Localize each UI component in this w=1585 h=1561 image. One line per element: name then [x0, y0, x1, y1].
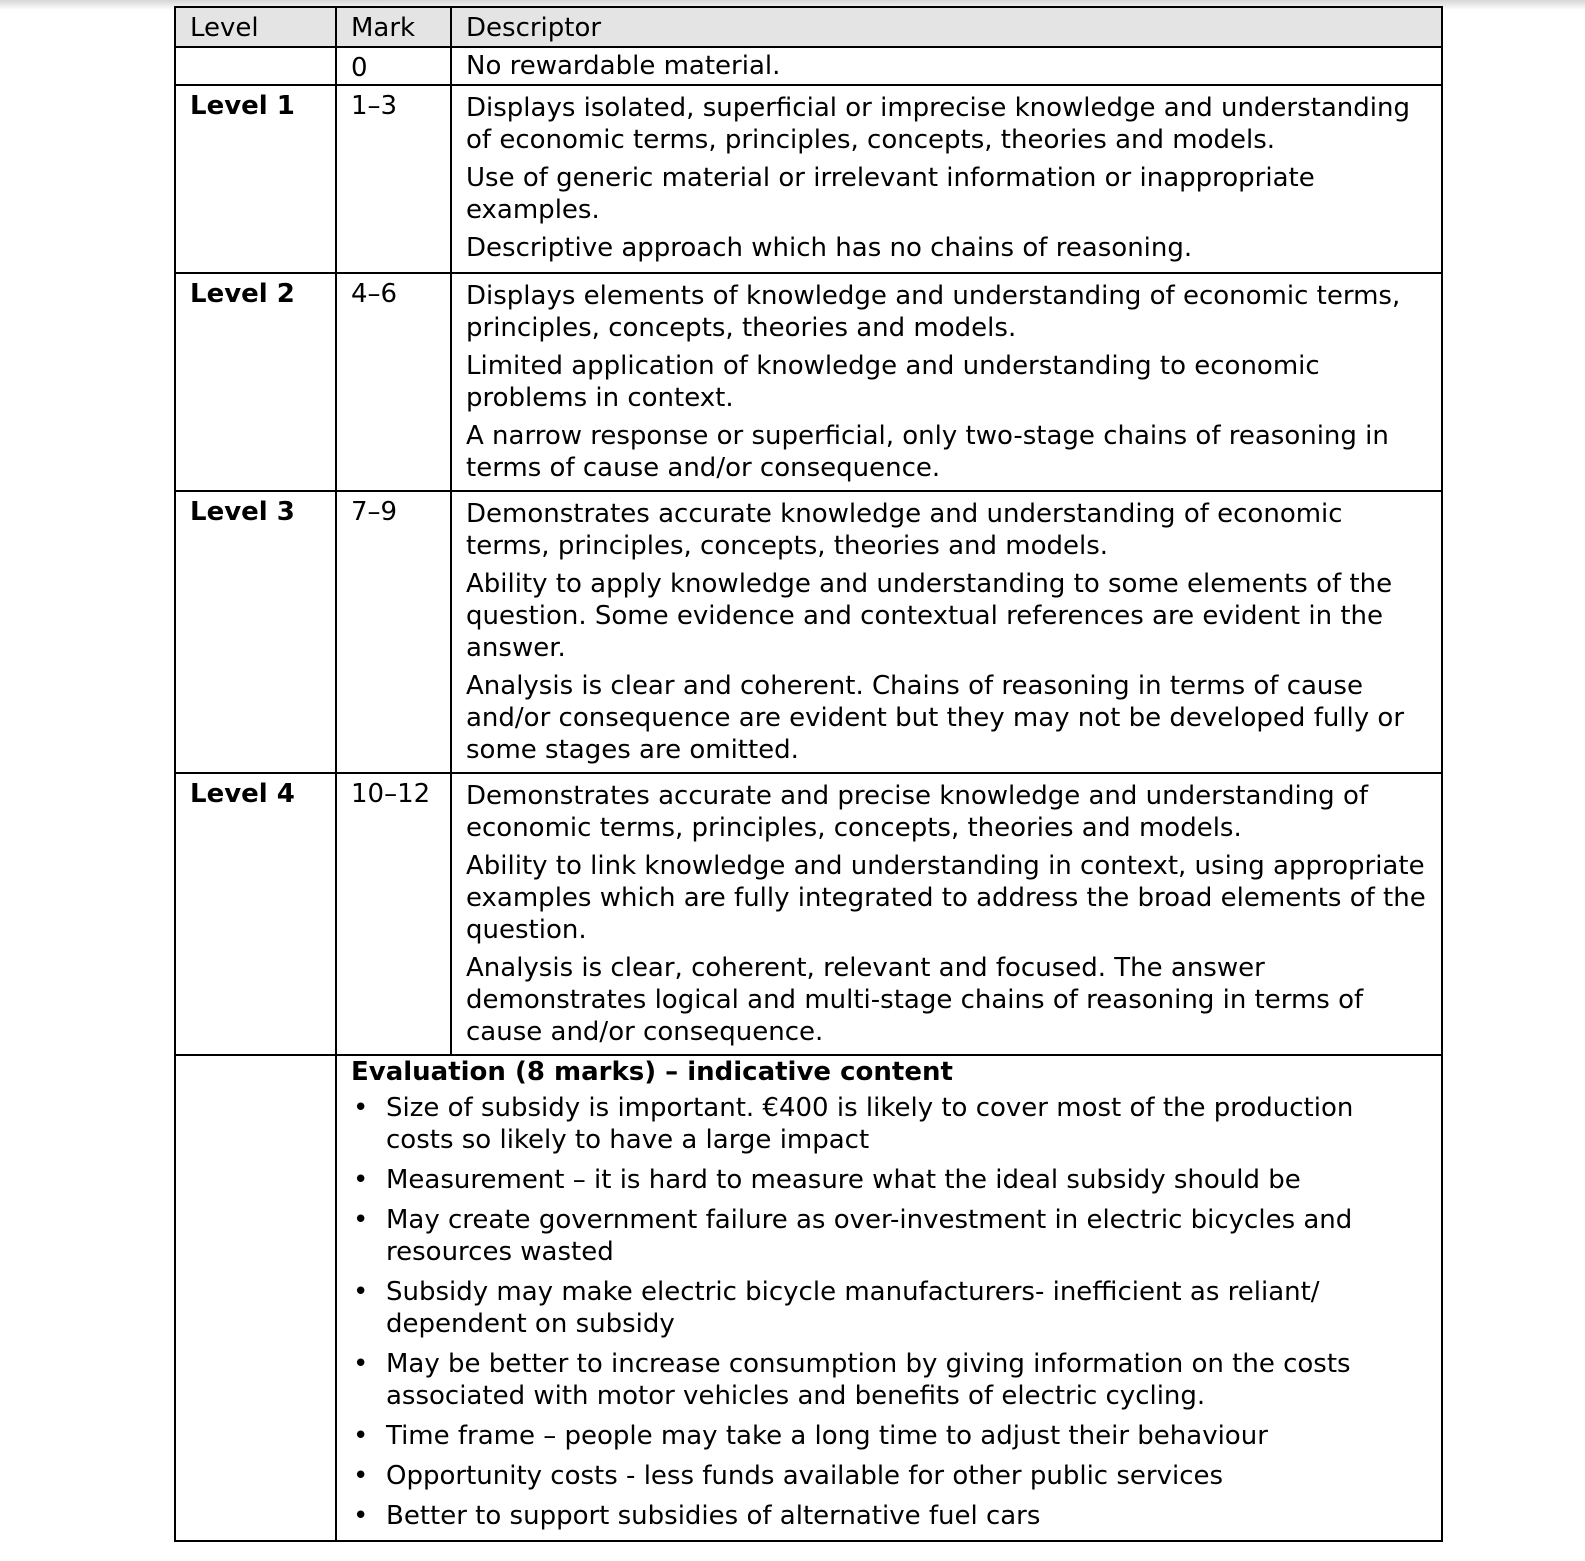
list-item [351, 1348, 1427, 1412]
descriptor-text: Use of generic material or irrelevant information or inappropriate examples. [466, 163, 1315, 225]
level-cell [175, 773, 336, 1055]
descriptor-cell [451, 47, 1442, 85]
bullet-icon: • [353, 1205, 369, 1235]
descriptor-text: Ability to link knowledge and understanding in context, using appropriate examples which are fully integrated to address the broad elements of the question. [466, 851, 1426, 945]
level-cell [175, 491, 336, 773]
bullet-icon: • [353, 1349, 369, 1379]
descriptor-text: Demonstrates accurate knowledge and understanding of economic terms, principles, concepts, theories and models. [466, 499, 1343, 561]
list-item-text: Better to support subsidies of alternative fuel cars [386, 1501, 1041, 1531]
list-item [351, 1276, 1427, 1340]
descriptor-cell [451, 491, 1442, 773]
mark-cell [336, 773, 451, 1055]
list-item [351, 1420, 1427, 1452]
descriptor-cell [451, 85, 1442, 273]
evaluation-row [175, 1055, 1442, 1541]
mark-cell [336, 491, 451, 773]
evaluation-bullet-list [351, 1092, 1427, 1532]
header-level: Level [175, 7, 336, 47]
levels-mark-scheme-table [174, 6, 1443, 1542]
descriptor-text: Analysis is clear, coherent, relevant and focused. The answer demonstrates logical and multi-stage chains of reasoning in terms of cause and/or consequence. [466, 953, 1364, 1047]
level-cell [175, 47, 336, 85]
list-item-text: Subsidy may make electric bicycle manufacturers- inefficient as reliant/ dependent on subsidy [386, 1277, 1320, 1339]
list-item [351, 1204, 1427, 1268]
table-row-level-1 [175, 85, 1442, 273]
list-item [351, 1164, 1427, 1196]
descriptor-text: Ability to apply knowledge and understanding to some elements of the question. Some evidence and contextual references are evident in the answer. [466, 569, 1393, 663]
bullet-icon: • [353, 1421, 369, 1451]
descriptor-text: Demonstrates accurate and precise knowledge and understanding of economic terms, principles, concepts, theories and models. [466, 781, 1369, 843]
descriptor-text: Displays isolated, superficial or imprecise knowledge and understanding of economic terms, principles, concepts, theories and models. [466, 93, 1410, 155]
list-item-text: Time frame – people may take a long time to adjust their behaviour [386, 1421, 1268, 1451]
mark-value: 4–6 [351, 279, 398, 309]
level-cell [175, 273, 336, 491]
list-item-text: Opportunity costs - less funds available for other public services [386, 1461, 1224, 1491]
table-row-level-4 [175, 773, 1442, 1055]
level-label: Level 2 [190, 279, 295, 309]
bullet-icon: • [353, 1093, 369, 1123]
bullet-icon: • [353, 1277, 369, 1307]
list-item [351, 1092, 1427, 1156]
descriptor-cell [451, 773, 1442, 1055]
level-cell [175, 85, 336, 273]
bullet-icon: • [353, 1165, 369, 1195]
header-descriptor: Descriptor [451, 7, 1442, 47]
descriptor-text: Descriptive approach which has no chains of reasoning. [466, 233, 1193, 263]
bullet-icon: • [353, 1461, 369, 1491]
level-label: Level 1 [190, 91, 295, 121]
mark-cell [336, 47, 451, 85]
mark-cell [336, 273, 451, 491]
list-item-text: Size of subsidy is important. €400 is likely to cover most of the production costs so likely to have a large impact [386, 1093, 1354, 1155]
bullet-icon: • [353, 1501, 369, 1531]
table-row-level-3 [175, 491, 1442, 773]
descriptor-text: A narrow response or superficial, only two-stage chains of reasoning in terms of cause and/or consequence. [466, 421, 1389, 483]
table-row-level-2 [175, 273, 1442, 491]
descriptor-text: No rewardable material. [466, 51, 781, 81]
list-item [351, 1460, 1427, 1492]
evaluation-empty-cell [175, 1055, 336, 1541]
mark-cell [336, 85, 451, 273]
mark-value: 0 [351, 53, 368, 83]
level-label: Level 4 [190, 779, 295, 809]
descriptor-cell [451, 273, 1442, 491]
descriptor-text: Analysis is clear and coherent. Chains of reasoning in terms of cause and/or consequence are evident but they may not be developed fully or some stages are omitted. [466, 671, 1405, 765]
mark-value: 1–3 [351, 91, 398, 121]
descriptor-text: Displays elements of knowledge and understanding of economic terms, principles, concepts, theories and models. [466, 281, 1401, 343]
header-mark: Mark [336, 7, 451, 47]
mark-value: 10–12 [351, 779, 431, 809]
list-item-text: Measurement – it is hard to measure what the ideal subsidy should be [386, 1165, 1301, 1195]
level-label: Level 3 [190, 497, 295, 527]
mark-value: 7–9 [351, 497, 398, 527]
list-item-text: May create government failure as over-investment in electric bicycles and resources wasted [386, 1205, 1353, 1267]
list-item-text: May be better to increase consumption by giving information on the costs associated with motor vehicles and benefits of electric cycling. [386, 1349, 1351, 1411]
evaluation-heading: Evaluation (8 marks) – indicative content [351, 1057, 953, 1087]
list-item [351, 1500, 1427, 1532]
table-header-row [175, 7, 1442, 47]
table-row-level-0 [175, 47, 1442, 85]
descriptor-text: Limited application of knowledge and understanding to economic problems in context. [466, 351, 1320, 413]
evaluation-content-cell [336, 1055, 1442, 1541]
